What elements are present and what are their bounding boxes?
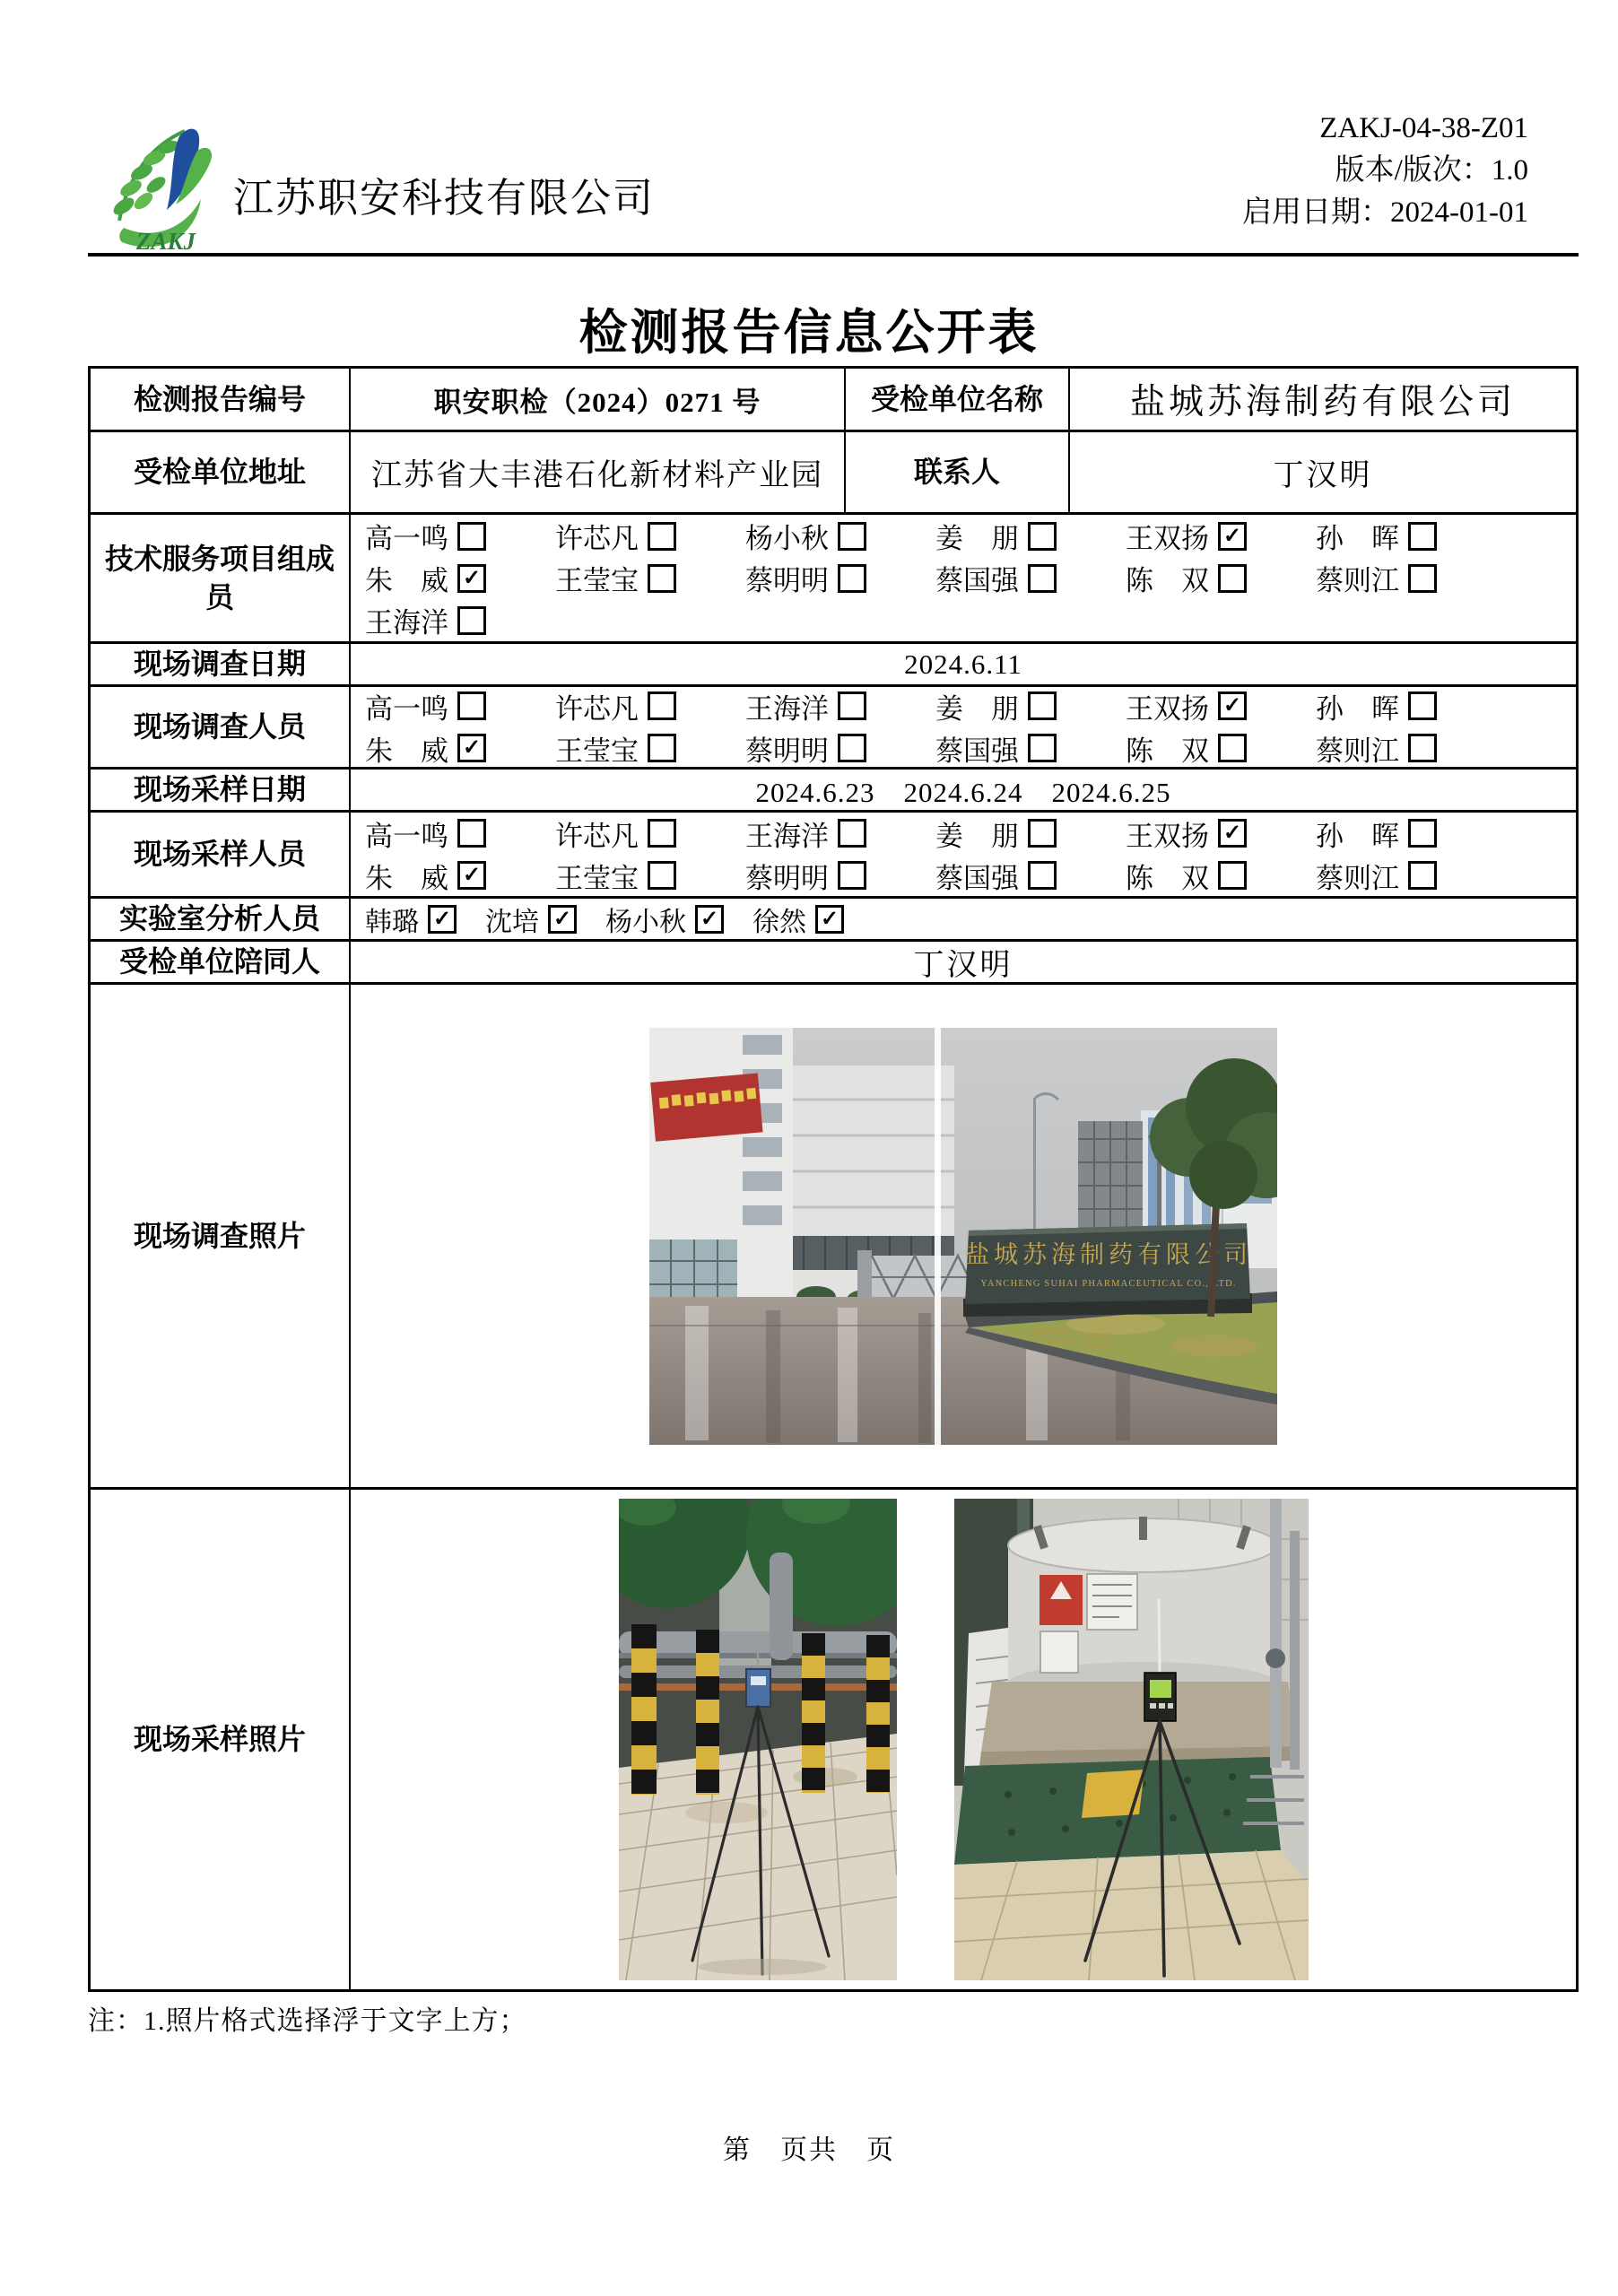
roster-member <box>1316 557 1506 599</box>
member-checkbox <box>838 734 866 762</box>
member-name: 许芯凡 <box>555 692 639 725</box>
member-checkbox: ✓ <box>548 905 577 934</box>
roster-member <box>365 899 457 940</box>
roster-member <box>1316 685 1506 727</box>
companion-label: 受检单位陪同人 <box>118 945 320 978</box>
member-name: 高一鸣 <box>365 523 448 554</box>
member-name: 蔡则江 <box>1316 565 1399 596</box>
member-name: 蔡国强 <box>935 565 1019 596</box>
member-checkbox <box>648 691 676 720</box>
member-name: 蔡国强 <box>935 862 1019 894</box>
table-row <box>91 767 1576 810</box>
member-checkbox <box>838 861 866 890</box>
member-checkbox <box>838 564 866 593</box>
roster-member <box>745 813 935 855</box>
address-value: 江苏省大丰港石化新材料产业园 <box>349 432 844 512</box>
version-label: 版本/版次： <box>1335 154 1492 187</box>
member-checkbox <box>838 691 866 720</box>
roster-member <box>935 727 1126 770</box>
sampling-staff-label: 现场采样人员 <box>133 838 306 871</box>
doc-enable-line <box>1242 192 1528 234</box>
member-checkbox <box>648 819 676 848</box>
member-checkbox <box>1408 522 1437 551</box>
sampling-photo-pair <box>619 1499 1309 1980</box>
member-name: 王双扬 <box>1126 523 1209 554</box>
member-checkbox <box>1028 691 1057 720</box>
survey-date-label: 现场调查日期 <box>133 648 306 681</box>
member-checkbox: ✓ <box>428 905 457 934</box>
member-name: 王海洋 <box>365 607 448 639</box>
roster-member <box>752 899 844 940</box>
enable-date-value: 2024-01-01 <box>1390 196 1528 229</box>
roster-member <box>935 813 1126 855</box>
roster-member <box>555 813 745 855</box>
roster-member <box>1316 727 1506 770</box>
survey-photo-cell <box>349 985 1576 1487</box>
roster-member <box>555 855 745 897</box>
table-row <box>91 684 1576 767</box>
member-checkbox <box>648 861 676 890</box>
logo-text: ZAKJ <box>136 228 196 255</box>
report-no-value: 职安职检（2024）0271 号 <box>349 369 844 430</box>
member-name: 许芯凡 <box>555 523 639 554</box>
table-row <box>91 982 1576 1487</box>
lab-staff-label: 实验室分析人员 <box>118 902 320 935</box>
member-name: 蔡则江 <box>1316 735 1399 767</box>
member-checkbox <box>1028 564 1057 593</box>
roster-member <box>935 855 1126 897</box>
member-checkbox <box>457 691 486 720</box>
gate-sign-chinese: 盐城苏海制药有限公司 <box>965 1240 1252 1268</box>
roster-member <box>605 899 724 940</box>
member-name: 王莹宝 <box>555 862 639 894</box>
contact-value: 丁汉明 <box>1068 432 1576 512</box>
member-name: 姜 朋 <box>935 523 1019 554</box>
member-name: 蔡国强 <box>935 735 1019 767</box>
roster-member <box>1126 727 1316 770</box>
company-logo <box>97 120 231 255</box>
member-name: 姜 朋 <box>935 692 1019 725</box>
footnote: 注：1.照片格式选择浮于文字上方； <box>88 2006 527 2036</box>
address-label: 受检单位地址 <box>133 456 306 489</box>
roster-member <box>1126 813 1316 855</box>
table-row <box>91 369 1576 430</box>
member-checkbox <box>457 522 486 551</box>
roster-member <box>1316 515 1506 557</box>
roster-member <box>555 727 745 770</box>
roster-member <box>365 855 555 897</box>
table-row <box>91 430 1576 512</box>
member-checkbox <box>1028 819 1057 848</box>
member-name: 许芯凡 <box>555 820 639 852</box>
roster-member <box>935 515 1126 557</box>
sampling-staff-roster <box>349 813 1576 896</box>
member-name: 蔡明明 <box>745 862 829 894</box>
member-checkbox <box>1408 819 1437 848</box>
member-name: 高一鸣 <box>365 820 448 852</box>
member-checkbox <box>838 819 866 848</box>
roster-member <box>1126 515 1316 557</box>
member-checkbox <box>1028 861 1057 890</box>
member-checkbox <box>838 522 866 551</box>
roster-member <box>365 599 555 641</box>
unit-name-value: 盐城苏海制药有限公司 <box>1068 369 1576 430</box>
member-name: 沈培 <box>485 907 539 937</box>
roster-member <box>365 557 555 599</box>
member-name: 徐然 <box>752 907 806 937</box>
survey-staff-roster <box>349 687 1576 767</box>
member-name: 朱 威 <box>365 735 448 767</box>
sampling-date-value: 2024.6.23 2024.6.24 2024.6.25 <box>349 770 1576 810</box>
companion-value: 丁汉明 <box>349 942 1576 982</box>
member-name: 孙 晖 <box>1316 523 1399 554</box>
roster-member <box>365 727 555 770</box>
member-name: 朱 威 <box>365 565 448 596</box>
lab-staff-roster <box>349 899 1576 939</box>
member-checkbox <box>1408 691 1437 720</box>
sampling-date-label: 现场采样日期 <box>133 773 306 806</box>
member-checkbox: ✓ <box>1218 691 1247 720</box>
member-checkbox <box>1408 861 1437 890</box>
member-checkbox: ✓ <box>815 905 844 934</box>
report-no-label: 检测报告编号 <box>133 382 306 415</box>
sampling-photo-left <box>619 1499 897 1980</box>
page-title: 检测报告信息公开表 <box>578 306 1040 360</box>
member-name: 王莹宝 <box>555 565 639 596</box>
member-name: 王海洋 <box>745 820 829 852</box>
member-checkbox <box>1218 734 1247 762</box>
member-checkbox <box>1408 564 1437 593</box>
member-checkbox <box>648 734 676 762</box>
roster-member <box>745 855 935 897</box>
team-label: 技术服务项目组成员 <box>104 543 335 613</box>
roster-member <box>1316 855 1506 897</box>
roster-member <box>365 515 555 557</box>
member-name: 孙 晖 <box>1316 820 1399 852</box>
company-name: 江苏职安科技有限公司 <box>233 176 656 221</box>
member-checkbox: ✓ <box>457 861 486 890</box>
version-value: 1.0 <box>1491 154 1528 187</box>
member-checkbox: ✓ <box>1218 522 1247 551</box>
survey-photo <box>649 1028 1277 1445</box>
member-name: 蔡明明 <box>745 565 829 596</box>
contact-label: 联系人 <box>844 432 1068 512</box>
page-number-line: 第 页共 页 <box>723 2135 895 2165</box>
member-checkbox <box>457 606 486 635</box>
member-name: 王双扬 <box>1126 692 1209 725</box>
doc-meta <box>1242 108 1528 234</box>
sampling-photo-cell <box>349 1490 1576 1989</box>
member-checkbox <box>1028 522 1057 551</box>
roster-member <box>935 685 1126 727</box>
member-name: 王双扬 <box>1126 820 1209 852</box>
sampling-photo-label: 现场采样照片 <box>133 1723 306 1756</box>
table-row <box>91 896 1576 939</box>
survey-photo-label: 现场调查照片 <box>133 1219 306 1252</box>
leaf-logo-icon <box>97 120 231 255</box>
enable-date-label: 启用日期： <box>1242 196 1391 229</box>
member-name: 陈 双 <box>1126 862 1209 894</box>
member-name: 孙 晖 <box>1316 692 1399 725</box>
roster-member <box>935 557 1126 599</box>
roster-member <box>745 727 935 770</box>
roster-member <box>745 557 935 599</box>
roster-member <box>555 685 745 727</box>
table-row <box>91 1487 1576 1989</box>
member-checkbox: ✓ <box>1218 819 1247 848</box>
survey-staff-label: 现场调查人员 <box>133 710 306 744</box>
member-checkbox <box>648 522 676 551</box>
member-name: 姜 朋 <box>935 820 1019 852</box>
unit-name-label: 受检单位名称 <box>844 369 1068 430</box>
member-checkbox <box>1218 861 1247 890</box>
roster-member <box>555 557 745 599</box>
member-name: 杨小秋 <box>745 523 829 554</box>
roster-member <box>365 685 555 727</box>
roster-member <box>365 813 555 855</box>
roster-member <box>485 899 577 940</box>
table-row <box>91 810 1576 896</box>
roster-member <box>1316 813 1506 855</box>
gate-sign-english: YANCHENG SUHAI PHARMACEUTICAL CO., LTD. <box>980 1278 1237 1289</box>
member-checkbox <box>1218 564 1247 593</box>
member-name: 高一鸣 <box>365 692 448 725</box>
doc-version-line <box>1242 150 1528 192</box>
team-roster <box>349 515 1576 641</box>
table-row <box>91 641 1576 684</box>
member-name: 蔡明明 <box>745 735 829 767</box>
page-header <box>88 106 1579 257</box>
roster-member <box>745 685 935 727</box>
member-checkbox: ✓ <box>457 734 486 762</box>
member-name: 陈 双 <box>1126 735 1209 767</box>
member-checkbox: ✓ <box>457 564 486 593</box>
table-row <box>91 512 1576 641</box>
member-name: 蔡则江 <box>1316 862 1399 894</box>
roster-member <box>745 515 935 557</box>
member-checkbox: ✓ <box>695 905 724 934</box>
member-checkbox <box>457 819 486 848</box>
roster-member <box>1126 557 1316 599</box>
member-name: 朱 威 <box>365 862 448 894</box>
roster-member <box>1126 685 1316 727</box>
member-checkbox <box>1028 734 1057 762</box>
info-table <box>88 366 1579 1992</box>
table-row <box>91 939 1576 982</box>
member-name: 王莹宝 <box>555 735 639 767</box>
member-name: 王海洋 <box>745 692 829 725</box>
roster-member <box>555 515 745 557</box>
roster-member <box>1126 855 1316 897</box>
member-checkbox <box>648 564 676 593</box>
survey-date-value: 2024.6.11 <box>349 644 1576 684</box>
member-name: 陈 双 <box>1126 565 1209 596</box>
doc-code: ZAKJ-04-38-Z01 <box>1319 112 1528 144</box>
member-checkbox <box>1408 734 1437 762</box>
member-name: 杨小秋 <box>605 907 686 937</box>
sampling-photo-right <box>954 1499 1309 1980</box>
member-name: 韩璐 <box>365 907 419 937</box>
